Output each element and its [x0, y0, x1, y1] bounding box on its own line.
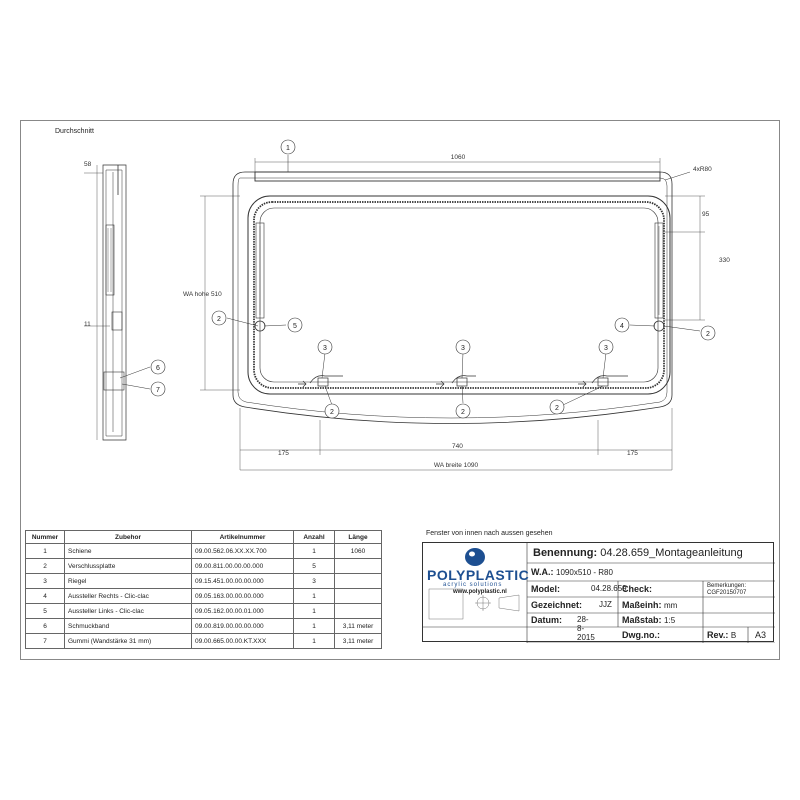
bemerkungen-cell: Bemerkungen: CGF20150707 — [707, 583, 747, 596]
callout-4: 4 — [620, 323, 624, 330]
rev-row: Rev.: B — [707, 630, 737, 640]
benennung-row: Benennung: 04.28.659_Montageanleitung — [533, 547, 743, 559]
dim-95: 95 — [702, 211, 710, 218]
callout-6: 6 — [156, 365, 160, 372]
brand-website: www.polyplastic.nl — [453, 589, 507, 595]
callout-2: 2 — [217, 316, 221, 323]
callout-1: 1 — [286, 145, 290, 152]
masseinh-row: Maßeinh: mm — [622, 600, 678, 610]
polyplastic-logo-icon — [465, 548, 485, 566]
sheet-size: A3 — [755, 630, 767, 640]
callout-3: 3 — [323, 345, 327, 352]
dwg-label: Dwg.no.: — [622, 630, 660, 640]
callout-2: 2 — [461, 409, 465, 416]
cross-section-view — [84, 165, 126, 440]
dim-height: WA hohe 510 — [183, 291, 222, 298]
massstab-row: Maßstab: 1:5 — [622, 615, 676, 625]
table-row: 2 Verschlussplatte 09.00.811.00.00.00.000 5 — [26, 559, 382, 574]
callout-2: 2 — [555, 405, 559, 412]
brand-tagline: acrylic solutions — [443, 582, 503, 588]
header-anzahl: Anzahl — [294, 531, 335, 544]
header-zubehor: Zubehor — [65, 531, 192, 544]
table-row: 1 Schiene 09.00.562.06.XX.XX.700 1 1060 — [26, 544, 382, 559]
dim-330: 330 — [719, 257, 730, 264]
callout-3: 3 — [604, 345, 608, 352]
table-row: 3 Riegel 09.15.451.00.00.00.000 3 — [26, 574, 382, 589]
header-nummer: Nummer — [26, 531, 65, 544]
parts-table — [25, 530, 382, 649]
dim-corner-radius: 4xR80 — [693, 166, 712, 173]
callout-2: 2 — [330, 409, 334, 416]
callout-7: 7 — [156, 387, 160, 394]
gezeichnet-row: Gezeichnet: JJZ — [531, 600, 612, 610]
datum-row: Datum: 28-8-2015 — [531, 615, 595, 642]
dim-740: 740 — [452, 443, 463, 450]
header-artikelnummer: Artikelnummer — [192, 531, 294, 544]
table-row: 7 Gummi (Wandstärke 31 mm) 09.00.665.00.00.KT.XXX 1 3,11 meter — [26, 634, 382, 649]
dim-width: WA breite 1090 — [433, 462, 479, 469]
wa-row: W.A.: 1090x510 - R80 — [531, 567, 613, 577]
model-row: Model: 04.28.659 — [531, 584, 627, 594]
dim-58: 58 — [84, 161, 92, 168]
table-row: 5 Aussteller Links - Clic-clac 09.05.162.00.00.01.000 1 — [26, 604, 382, 619]
dim-175-left: 175 — [278, 450, 289, 457]
callout-5: 5 — [293, 323, 297, 330]
check-label: Check: — [622, 584, 653, 594]
brand-name: POLYPLASTIC — [427, 567, 530, 583]
view-note: Fenster von innen nach aussen gesehen — [426, 530, 553, 537]
title-block — [422, 542, 774, 642]
section-label: Durchschnitt — [55, 128, 94, 135]
callout-2: 2 — [706, 331, 710, 338]
header-laenge: Länge — [335, 531, 382, 544]
table-row: 4 Aussteller Rechts - Clic-clac 09.05.163.00.00.00.000 1 — [26, 589, 382, 604]
dim-11: 11 — [84, 321, 91, 328]
dim-175-right: 175 — [627, 450, 638, 457]
callout-3: 3 — [461, 345, 465, 352]
rail-part — [255, 172, 660, 181]
table-row: 6 Schmuckband 09.00.819.00.00.00.000 1 3,11 meter — [26, 619, 382, 634]
window-front-view — [233, 172, 672, 424]
dim-top-width: 1060 — [450, 154, 466, 161]
